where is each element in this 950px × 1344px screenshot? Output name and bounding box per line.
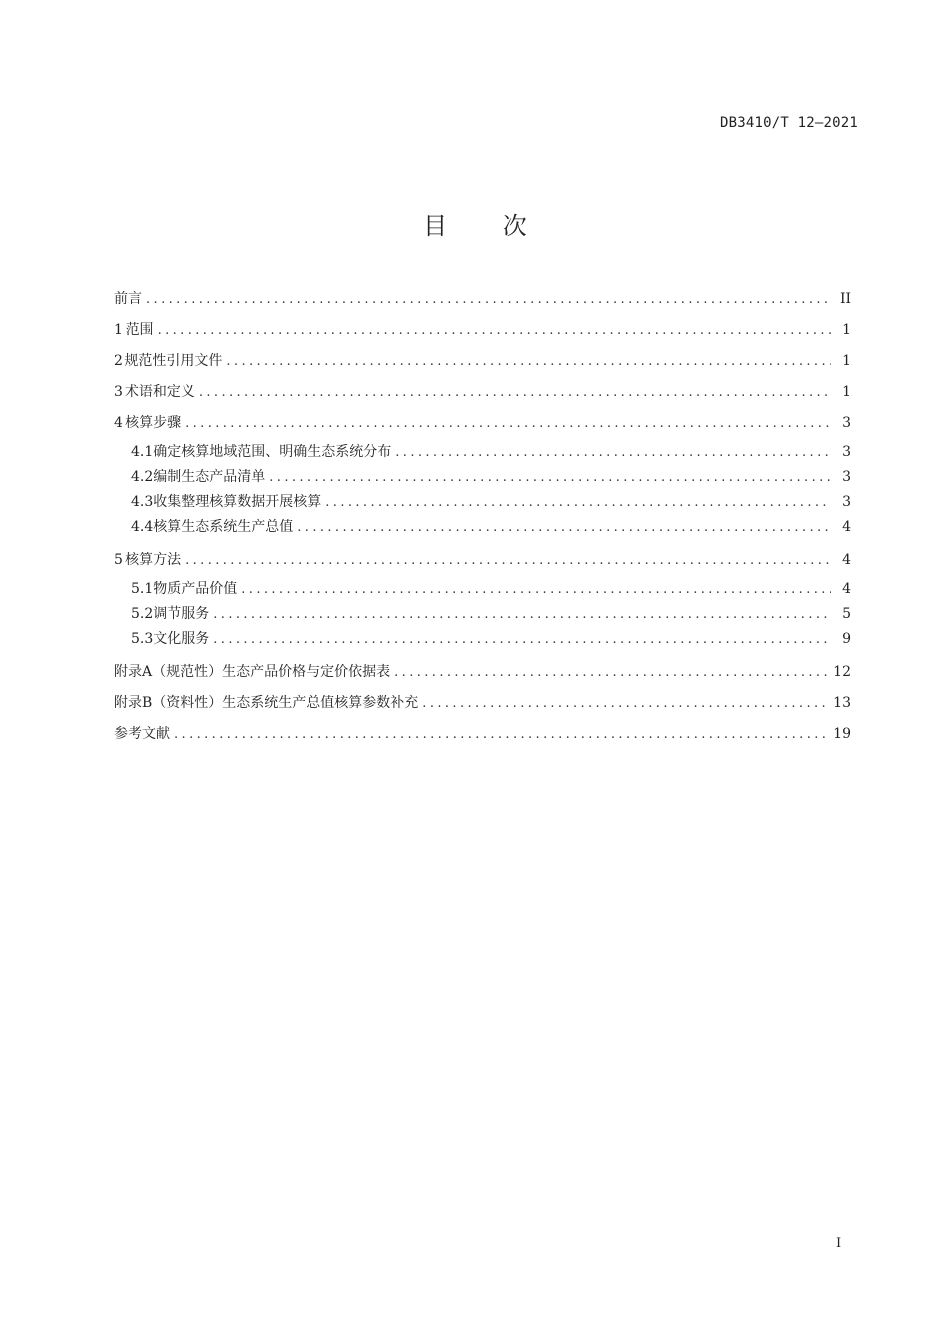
toc-section-number: 2 xyxy=(114,353,123,369)
dot-leader xyxy=(241,580,831,600)
toc-entry-text: 生态系统生产总值核算参数补充 xyxy=(222,695,419,711)
toc-section-number: 1 xyxy=(114,322,123,338)
toc-section-number: 4.3 xyxy=(131,494,154,510)
dot-leader xyxy=(325,493,831,513)
toc-entry-text: 生态产品价格与定价依据表 xyxy=(222,664,391,680)
toc-entry-2[interactable] xyxy=(114,349,851,380)
toc-page-number: 12 xyxy=(833,664,851,680)
toc-section-number: 4.4 xyxy=(131,519,154,535)
toc-entry-5-1[interactable] xyxy=(114,579,851,604)
toc-entry-4-2[interactable] xyxy=(114,467,851,492)
dot-leader xyxy=(226,352,831,372)
toc-entry-text: 参考文献 xyxy=(114,726,170,742)
toc-page-number: 5 xyxy=(842,606,851,622)
toc-section-number: 4.2 xyxy=(131,469,154,485)
toc-entry-text: 文化服务 xyxy=(153,631,210,647)
toc-entry-text: 范围 xyxy=(125,322,154,338)
dot-leader xyxy=(394,663,827,683)
toc-page-number: 19 xyxy=(833,726,851,742)
toc-section-number: 4 xyxy=(114,415,123,431)
dot-leader xyxy=(146,290,831,310)
toc-entry-text: 核算生态系统生产总值 xyxy=(153,519,294,535)
toc-page-number: 3 xyxy=(842,415,851,431)
document-code: DB3410/T 12—2021 xyxy=(719,115,858,131)
toc-entry-5-2[interactable] xyxy=(114,604,851,629)
table-of-contents xyxy=(114,287,851,753)
dot-leader xyxy=(297,518,831,538)
toc-entry-4-4[interactable] xyxy=(114,517,851,542)
toc-entry-1[interactable] xyxy=(114,318,851,349)
toc-entry-text: 编制生态产品清单 xyxy=(153,469,266,485)
toc-entry-text: 术语和定义 xyxy=(124,384,195,400)
toc-page-number: 1 xyxy=(842,353,851,369)
toc-entry-text: 规范性引用文件 xyxy=(124,353,223,369)
toc-entry-3[interactable] xyxy=(114,380,851,411)
dot-leader xyxy=(185,414,831,434)
toc-section-number: 5 xyxy=(114,552,123,568)
dot-leader xyxy=(269,468,831,488)
page-number: I xyxy=(836,1236,842,1251)
dot-leader xyxy=(395,443,831,463)
dot-leader xyxy=(213,630,831,650)
toc-entry-appendix-a[interactable] xyxy=(114,660,851,691)
toc-section-number: 5.3 xyxy=(131,631,154,647)
toc-entry-5[interactable] xyxy=(114,548,851,579)
toc-entry-text: 前言 xyxy=(114,291,142,307)
toc-page-number: 4 xyxy=(842,581,851,597)
toc-page-number: 1 xyxy=(842,384,851,400)
toc-entry-foreword[interactable] xyxy=(114,287,851,318)
toc-entry-5-3[interactable] xyxy=(114,629,851,654)
dot-leader xyxy=(199,383,831,403)
toc-section-number: 4.1 xyxy=(131,444,154,460)
toc-page-number: 3 xyxy=(842,469,851,485)
toc-page-number: 4 xyxy=(842,519,851,535)
toc-entry-4-1[interactable] xyxy=(114,442,851,467)
toc-entry-text: 核算步骤 xyxy=(125,415,182,431)
toc-appendix-type: （资料性） xyxy=(152,695,223,711)
toc-entry-4[interactable] xyxy=(114,411,851,442)
page-title: 目 次 xyxy=(423,212,551,240)
toc-page-number: 1 xyxy=(842,322,851,338)
toc-entry-text: 确定核算地域范围、明确生态系统分布 xyxy=(153,444,392,460)
toc-page-number: 4 xyxy=(842,552,851,568)
toc-section-number: 5.2 xyxy=(131,606,154,622)
toc-entry-text: 核算方法 xyxy=(125,552,182,568)
toc-appendix-number: 附录B xyxy=(114,695,153,711)
toc-page-number: 3 xyxy=(842,444,851,460)
toc-page-number: 13 xyxy=(833,695,851,711)
dot-leader xyxy=(422,694,827,714)
toc-page-number: II xyxy=(839,291,851,307)
toc-page-number: 9 xyxy=(842,631,851,647)
toc-page-number: 3 xyxy=(842,494,851,510)
toc-entry-text: 调节服务 xyxy=(153,606,210,622)
toc-entry-4-3[interactable] xyxy=(114,492,851,517)
toc-entry-text: 收集整理核算数据开展核算 xyxy=(153,494,322,510)
toc-entry-appendix-b[interactable] xyxy=(114,691,851,722)
toc-section-number: 3 xyxy=(114,384,123,400)
dot-leader xyxy=(158,321,831,341)
dot-leader xyxy=(213,605,831,625)
toc-appendix-number: 附录A xyxy=(114,664,153,680)
toc-section-number: 5.1 xyxy=(131,581,154,597)
toc-entry-references[interactable] xyxy=(114,722,851,753)
dot-leader xyxy=(174,725,827,745)
toc-appendix-type: （规范性） xyxy=(152,664,223,680)
toc-entry-text: 物质产品价值 xyxy=(153,581,238,597)
dot-leader xyxy=(185,551,831,571)
